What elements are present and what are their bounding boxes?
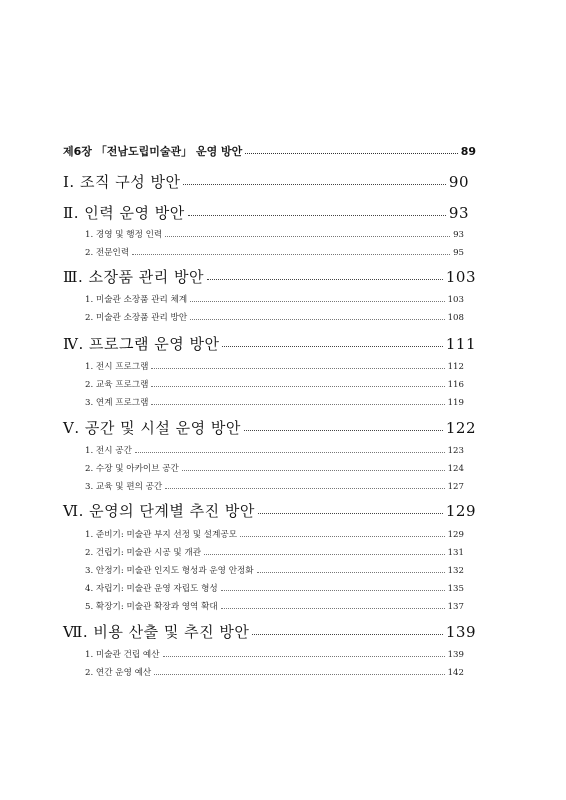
toc-subsection-entry[interactable] [85,564,464,576]
toc-subsection-entry[interactable] [85,480,464,492]
page-number: 139 [447,650,464,660]
dot-leader [252,634,442,635]
toc-section-entry[interactable] [63,417,476,438]
toc-subsection-entry[interactable] [85,293,464,305]
dot-leader [188,215,446,216]
dot-leader [258,513,443,514]
subsection-title: 1. 미술관 건립 예산 [85,650,160,660]
subsection-title: 2. 교육 프로그램 [85,380,149,390]
toc-subsection-entry[interactable] [85,546,464,558]
toc-subsection-entry[interactable] [85,378,464,390]
toc-section-entry[interactable] [63,202,469,223]
page-number: 93 [453,230,464,240]
dot-leader [151,368,444,369]
toc-subsection-entry[interactable] [85,228,464,240]
dot-leader [207,279,443,280]
toc-section-entry[interactable] [63,266,476,287]
toc-subsection-entry[interactable] [85,666,464,678]
page-number: 93 [448,204,469,222]
page-number: 116 [447,380,464,390]
toc-subsection-entry[interactable] [85,582,464,594]
dot-leader [165,236,450,237]
toc-section-entry[interactable] [63,333,476,354]
subsection-title: 3. 안정기: 미술관 인지도 형성과 운영 안정화 [85,566,254,576]
dot-leader [154,674,444,675]
dot-leader [163,656,445,657]
toc-subsection-entry[interactable] [85,600,464,612]
section-title: Ⅶ. 비용 산출 및 추진 방안 [63,623,250,641]
dot-leader [244,430,443,431]
page-number: 119 [447,398,464,408]
dot-leader [151,386,444,387]
toc-subsection-entry[interactable] [85,396,464,408]
page-number: 103 [445,268,476,286]
page-number: 123 [447,446,464,456]
toc-subsection-entry[interactable] [85,311,464,323]
page-number: 90 [448,173,469,191]
page-number: 135 [447,584,464,594]
page-number: 142 [447,668,464,678]
page-number: 139 [445,623,476,641]
dot-leader [135,452,445,453]
page-number: 137 [447,602,464,612]
dot-leader [257,572,445,573]
dot-leader [132,254,450,255]
toc-subsection-entry[interactable] [85,528,464,540]
toc-subsection-entry[interactable] [85,444,464,456]
section-title: Ⅳ. 프로그램 운영 방안 [63,335,220,353]
page-number: 132 [447,566,464,576]
page-number: 131 [447,548,464,558]
page-number: 112 [447,362,464,372]
subsection-title: 1. 전시 공간 [85,446,132,456]
page-number: 95 [453,248,464,258]
dot-leader [183,184,445,185]
dot-leader [245,153,457,154]
page-number: 122 [445,419,476,437]
subsection-title: 1. 전시 프로그램 [85,362,149,372]
dot-leader [221,608,445,609]
toc-subsection-entry[interactable] [85,360,464,372]
dot-leader [190,319,444,320]
subsection-title: 2. 전문인력 [85,248,130,258]
page-number: 108 [447,313,464,323]
page-number: 124 [447,464,464,474]
subsection-title: 4. 자립기: 미술관 운영 자립도 형성 [85,584,218,594]
toc-section-entry[interactable] [63,171,469,192]
dot-leader [182,470,445,471]
page-number: 129 [447,530,464,540]
dot-leader [151,404,444,405]
page-number: 127 [447,482,464,492]
subsection-title: 2. 미술관 소장품 관리 방안 [85,313,188,323]
toc-subsection-entry[interactable] [85,462,464,474]
dot-leader [165,488,444,489]
subsection-title: 3. 교육 및 편의 공간 [85,482,163,492]
toc-section-entry[interactable] [63,621,476,642]
page-number: 103 [447,295,464,305]
section-title: Ⅵ. 운영의 단계별 추진 방안 [63,502,255,520]
subsection-title: 1. 미술관 소장품 관리 체계 [85,295,188,305]
page-number: 129 [445,502,476,520]
section-title: Ⅱ. 인력 운영 방안 [63,204,185,222]
dot-leader [222,346,442,347]
subsection-title: 2. 연간 운영 예산 [85,668,152,678]
dot-leader [240,536,445,537]
dot-leader [221,590,445,591]
subsection-title: 5. 확장기: 미술관 확장과 영역 확대 [85,602,218,612]
subsection-title: 2. 수장 및 아카이브 공간 [85,464,179,474]
chapter-title: 제6장 「전남도립미술관」 운영 방안 [63,145,243,158]
toc-section-entry[interactable] [63,500,476,521]
subsection-title: 1. 경영 및 행정 인력 [85,230,163,240]
toc-subsection-entry[interactable] [85,246,464,258]
dot-leader [204,554,445,555]
page-number: 111 [445,335,476,353]
subsection-title: 3. 연계 프로그램 [85,398,149,408]
toc-subsection-entry[interactable] [85,648,464,660]
subsection-title: 2. 건립기: 미술관 시공 및 개관 [85,548,202,558]
subsection-title: 1. 준비기: 미술관 부지 선정 및 설계공모 [85,530,238,540]
chapter-page-number: 89 [460,145,476,158]
toc-chapter-entry[interactable] [63,143,476,159]
section-title: Ⅴ. 공간 및 시설 운영 방안 [63,419,241,437]
dot-leader [190,301,444,302]
section-title: Ⅲ. 소장품 관리 방안 [63,268,204,286]
section-title: Ⅰ. 조직 구성 방안 [63,173,181,191]
